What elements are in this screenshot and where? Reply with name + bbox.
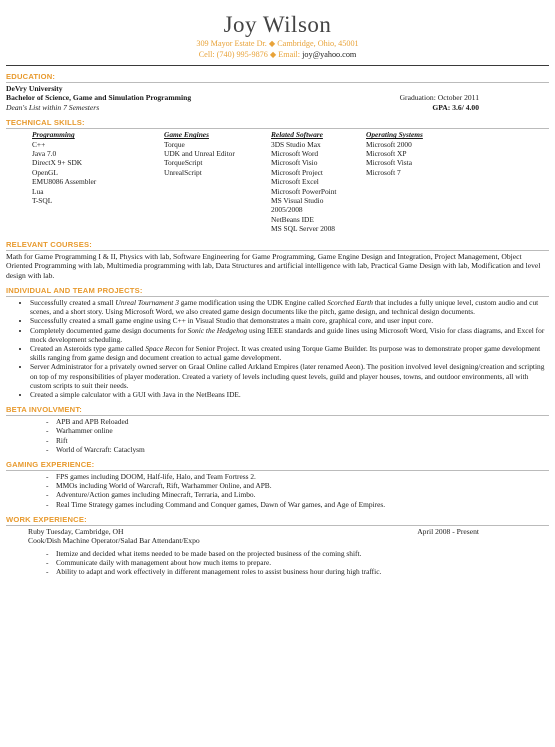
work-dates: April 2008 - Present <box>417 526 479 536</box>
skill-item: Microsoft XP <box>366 149 407 159</box>
skill-item: 3DS Studio Max <box>271 139 321 149</box>
list-item: - World of Warcraft: Cataclysm <box>56 445 549 454</box>
projects-heading: INDIVIDUAL AND TEAM PROJECTS: <box>6 285 143 295</box>
project-text: Successfully created a small <box>30 297 116 307</box>
gaming-heading: GAMING EXPERIENCE: <box>6 459 95 469</box>
skills-heading: TECHNICAL SKILLS: <box>6 118 85 128</box>
work-list <box>6 549 549 577</box>
education-graduation: Graduation: October 2011 <box>399 93 479 103</box>
work-heading: WORK EXPERIENCE: <box>6 514 87 524</box>
beta-heading: BETA INVOLVMENT: <box>6 405 83 415</box>
skills-table <box>32 130 549 233</box>
skills-column-title: Related Software <box>271 130 323 140</box>
education-gpa: GPA: 3.6/ 4.00 <box>432 102 479 112</box>
skill-item: Lua <box>32 186 44 196</box>
header-rule <box>6 65 549 66</box>
list-item: • Created a simple calculator with a GUI with Java in the NetBeans IDE. <box>30 390 549 399</box>
skill-item: UDK and Unreal Editor <box>164 149 235 159</box>
project-text: for Senior Project. It was created using Torque Game Builder. Its purpose was to demonstrate proper game development skills ranging from game design and document creation to actual game development. <box>30 343 541 363</box>
skill-item: 2005/2008 <box>271 205 303 215</box>
education-school: DeVry University <box>6 84 63 93</box>
courses-text: Math for Game Programming I & II, Physics with lab, Software Engineering for Game Programming, Game Engine Design and Integration, Project Management, Object Oriented Programming with lab, Multimedia programming with lab, Data Structures and artificial intelligence with lab, Practical Game Design with lab, Modification and level design with lab. <box>6 251 541 280</box>
skill-item: Torque <box>164 139 185 149</box>
skills-column-programming <box>32 130 164 233</box>
list-item <box>30 326 549 344</box>
skill-item: Microsoft 7 <box>366 167 401 177</box>
work-rule <box>6 525 549 526</box>
list-item: - Communicate daily with management about how much items to prepare. <box>56 558 549 567</box>
candidate-name: Joy Wilson <box>223 12 332 37</box>
list-item: • Successfully created a small game engine using C++ in Visual Studio that demonstrates a main core, graphical core, and user input core. <box>30 316 549 325</box>
work-employer: Ruby Tuesday, Cambridge, OH <box>28 526 124 536</box>
list-item: - Itemize and decided what items needed to be made based on the projected business of the coming shift. <box>56 549 549 558</box>
project-text: Created an Asteroids type game called <box>30 343 146 353</box>
education-degree-row <box>6 93 549 102</box>
list-item <box>30 298 549 316</box>
skill-item: Microsoft Visio <box>271 158 318 168</box>
list-item: - Rift <box>56 436 549 445</box>
list-item: - Adventure/Action games including Minecraft, Terraria, and Limbo. <box>56 490 549 499</box>
list-item: - Ability to adapt and work effectively in different management roles to assist business hour during high traffic. <box>56 567 549 576</box>
skill-item: EMU8086 Assembler <box>32 177 97 187</box>
project-title: Scorched Earth <box>327 297 373 307</box>
list-item: • Server Administrator for a privately owned server on Graal Online called Arkland Empires (later renamed Aeon). The position involved level designing/creation and scripting on top of my responsibilities of player moderation. Created a variety of levels including quest levels, guild and player houses, towns, and outdoor environments, all with custom scripts to suit their needs. <box>30 362 549 390</box>
skill-item: UnrealScript <box>164 167 202 177</box>
skills-column-game-engines <box>164 130 271 233</box>
project-title: Unreal Tournament 3 <box>115 297 179 307</box>
skill-item: Microsoft 2000 <box>366 139 412 149</box>
courses-rule <box>6 250 549 251</box>
skill-item: MS SQL Server 2008 <box>271 224 335 234</box>
skill-item: T-SQL <box>32 196 53 206</box>
skills-rule <box>6 128 549 129</box>
skill-item: Microsoft Vista <box>366 158 413 168</box>
skill-item: Microsoft Excel <box>271 177 319 187</box>
skill-item: Microsoft Word <box>271 149 319 159</box>
skill-item: Microsoft Project <box>271 167 323 177</box>
project-text: using IEEE standards and guide lines using Microsoft Word, Visio for class diagrams, and Excel for mock development scheduling. <box>30 325 545 344</box>
skill-item: DirectX 9+ SDK <box>32 158 83 168</box>
skills-column-operating-systems <box>366 130 466 233</box>
education-heading: EDUCATION: <box>6 72 56 81</box>
contact-address: 309 Mayor Estate Dr. ◆ Cambridge, Ohio, 45001 <box>196 39 359 48</box>
list-item: - MMOs including World of Warcraft, Rift, Warhammer Online, and APB. <box>56 481 549 490</box>
gaming-list <box>6 472 549 509</box>
list-item: - FPS games including DOOM, Half-life, Halo, and Team Fortress 2. <box>56 472 549 481</box>
projects-list <box>6 298 549 399</box>
skills-column-title: Operating Systems <box>366 130 423 140</box>
education-degree: Bachelor of Science, Game and Simulation Programming <box>6 93 192 103</box>
work-title: Cook/Dish Machine Operator/Salad Bar Attendant/Expo <box>28 536 200 546</box>
education-rule <box>6 82 549 83</box>
projects-rule <box>6 296 549 297</box>
education-honors: Dean's List within 7 Semesters <box>6 102 100 112</box>
project-text: Completely documented game design documents for <box>30 325 188 335</box>
resume-page <box>0 12 555 747</box>
list-item: - APB and APB Reloaded <box>56 417 549 426</box>
skill-item: Microsoft PowerPoint <box>271 186 337 196</box>
skill-item: Java 7.0 <box>32 149 57 159</box>
gaming-rule <box>6 470 549 471</box>
project-text: game modification using the UDK Engine called <box>178 297 328 307</box>
education-honors-row <box>6 103 549 112</box>
work-employer-row <box>6 527 549 536</box>
project-text: that includes a fully unique level, custom audio and cut scenes, and a short story. Using Microsoft Word, we also created game design documents like the pitch, game design, and technical design documents. <box>30 297 539 317</box>
skill-item: OpenGL <box>32 167 58 177</box>
courses-heading: RELEVANT COURSES: <box>6 239 92 249</box>
list-item: - Real Time Strategy games including Command and Conquer games, Dawn of War games, and Age of Empires. <box>56 500 549 509</box>
list-item <box>30 344 549 362</box>
skill-item: C++ <box>32 139 46 149</box>
contact-email[interactable]: joy@yahoo.com <box>302 50 357 59</box>
skill-item: MS Visual Studio <box>271 196 324 206</box>
skills-column-related-software <box>271 130 366 233</box>
skills-column-title: Game Engines <box>164 130 209 140</box>
skill-item: NetBeans IDE <box>271 214 314 224</box>
contact-phone-email <box>6 49 549 60</box>
skills-column-title: Programming <box>32 130 75 140</box>
list-item: - Warhammer online <box>56 426 549 435</box>
beta-list <box>6 417 549 454</box>
project-title: Sonic the Hedgehog <box>187 325 248 335</box>
contact-phone: Cell: (740) 995-9876 ◆ Email: <box>198 50 301 59</box>
project-title: Space Recon <box>145 343 184 353</box>
beta-rule <box>6 415 549 416</box>
skill-item: TorqueScript <box>164 158 203 168</box>
